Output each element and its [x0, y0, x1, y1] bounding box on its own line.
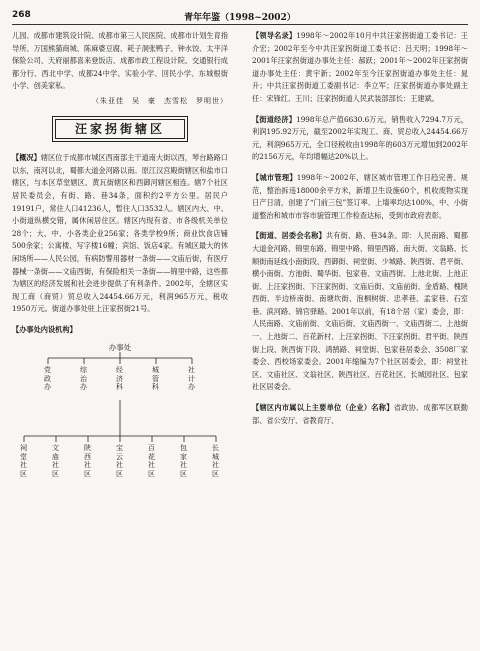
page-number: 268: [12, 10, 31, 20]
community-names-label: 【街道、居委会名称】: [252, 231, 326, 241]
major-units-section: [252, 402, 468, 427]
author-signature: （朱亚佳 吴 豪 杰雪松 罗明世）: [92, 96, 228, 105]
left-column: [12, 30, 228, 490]
right-column: [252, 30, 468, 435]
org-chart: [12, 340, 228, 490]
org-community-baojia: 包家社区: [180, 444, 187, 478]
running-title: 青年年鉴（1998~2002）: [184, 13, 296, 23]
org-community-baoyun: 宝云社区: [116, 444, 123, 478]
leaders-section: [252, 30, 468, 106]
org-community-citang: 祠堂社区: [20, 444, 27, 478]
city-management-text: 1998年～2002年，辖区城市管理工作日趋完善、规范，整治拆违18000余平方米，新增卫生设施60个，机收废物实现日产日清，创建了“门前三包”签订率、上墙率均达100%，中、小街道整治和城市市容市貌管理工作检查达标，受到市政府表彰。: [252, 172, 468, 220]
org-dept-party-office: 党政办: [44, 366, 51, 392]
community-names-section: [252, 230, 468, 394]
org-dept-city-management-section: 城管科: [152, 366, 159, 392]
city-management-section: [252, 172, 468, 222]
org-community-baihua: 百花社区: [148, 444, 155, 478]
community-names-text: 共有街、路、巷34条。即：人民南路、蜀都大道金河路、锦里东路、锦里中路、锦里西路、南大街、文翁路、长顺街南延线小南街段、西御街、祠堂街、少城路、陕西街、君平街、横小南街、方池街、蜀华街、包家巷、文庙西街、上池北街、上池正街、上汪家拐街、下汪家拐街、文庙后街、文庙前街、金盾路、槐陕西街、半边桥南街、南塘坎街、泡桐树街、忠孝巷、孟家巷、石室巷、滨河路、锦官驿路。2001年以前，有18个居（家）委会，即：人民南路、文庙前街、文庙后街、文庙西街一、文庙西街二、上池街一、上池街二、百花新村、上汪家拐街、下汪家拐街、君平街、陕西街上段、陕西街下段、鸿鹄路、祠堂街、包家巷居委会、3508厂家委会、西校场家委会。2001年缩编为7个社区居委会，即：祠堂社区、文庙社区、文翁社区、陕西社区、百花社区、长城园社区、包家社区居委会。: [252, 231, 468, 392]
economy-label: 【街道经济】: [252, 114, 297, 124]
org-chart-caption: 【办事处内设机构】: [12, 324, 77, 334]
overview-text: 辖区位于成都市城区西南部主干道南大街以西，琴台路路口以东，南河以北，蜀都大道金河路以南。原江汉宫殿街辖区和盐市口辖区，与本区草堂辖区、黄瓦街辖区和西御河辖区相连。辖7个社区居民委员会，有街、路、巷34条，面积约2平方公里。居民户19191户，常住人口41236人，暂住人口3532人。辖区内大、中、小街道纵横交错，属休闲居住区。辖区内现有省、市各级机关单位28个；大、中、小各类企业256家；各类学校9所；商业饮食店铺500余家；公寓楼、写字楼16幢；宾馆、饭店4家。有城区最大的休闲场所——人民公园，有病防警用器材一条街——文庙后街，有医疗器械一条街——文庙西街，有保险相关一条街——锦里中路，这些都为辖区的经济发展和社会进步提供了有利条件。2002年，全辖区实现工商（商贸）贸总收入24454.66万元，利润965万元，税收1950万元。街道办事处驻上汪家拐街21号。: [12, 153, 228, 314]
overview-label: 【概况】: [12, 153, 41, 163]
org-root-office: 办事处: [108, 343, 132, 353]
major-units-text: 省政协、成都军区联勤部、省公安厅、省教育厅、: [252, 403, 468, 425]
org-community-changcheng: 长城社区: [212, 444, 219, 478]
org-dept-comprehensive-office: 综治办: [80, 366, 87, 392]
org-dept-social-planning-office: 社计办: [188, 366, 195, 392]
org-community-shaanxi: 陕西社区: [84, 444, 91, 478]
economy-text: 1998年总产值6630.6万元，销售收入7294.7万元，利润195.92万元，截至2002年实现工、商、贸总收入24454.66万元，利润965万元，全口径税收由1998年的603万元增加到2002年的2156万元，年均增幅达20%以上。: [252, 114, 468, 162]
running-header: [12, 8, 468, 25]
org-dept-economy-section: 经济科: [116, 366, 123, 392]
section-title: 汪家拐街辖区: [55, 119, 185, 140]
overview-section: [12, 152, 228, 316]
city-management-label: 【城市管理】: [252, 172, 297, 182]
economy-section: [252, 114, 468, 164]
org-community-wenmiao: 文庙社区: [52, 444, 59, 478]
section-title-box: [52, 116, 188, 143]
intro-paragraph: 儿园、成都市建筑设计院、成都市第三人民医院、成都市计划生育指导所、万国熊猫商城、陈麻婆豆腐、耗子洞张鸭子、钟水饺、太平洋保险公司、天府丽都喜来登饭店、成都市政工程设计院、交通银行成都分行、西北中学、成都24中学、实验小学、回民小学、东城根街小学、创美家私。: [12, 31, 228, 91]
leaders-label: 【领导名录】: [252, 31, 297, 40]
major-units-label: 【辖区内市属以上主要单位（企业）名称】: [252, 403, 394, 413]
leaders-text: 1998年～2002年10月中共汪家拐街道工委书记：王介宏；2002年至今中共汪家拐街道工委书记：吕天明；1998年～2001年汪家拐街道办事处主任：郝跃；2001年～2002年汪家拐街道办事处主任：黄宇新；2002年至今汪家拐街道办事处主任：晁升；中共汪家拐街道工委副书记：李立军；汪家拐街道办事处副主任：宋锋红、王川；汪家拐街道人民武装部部长：王建斌。: [252, 31, 468, 103]
